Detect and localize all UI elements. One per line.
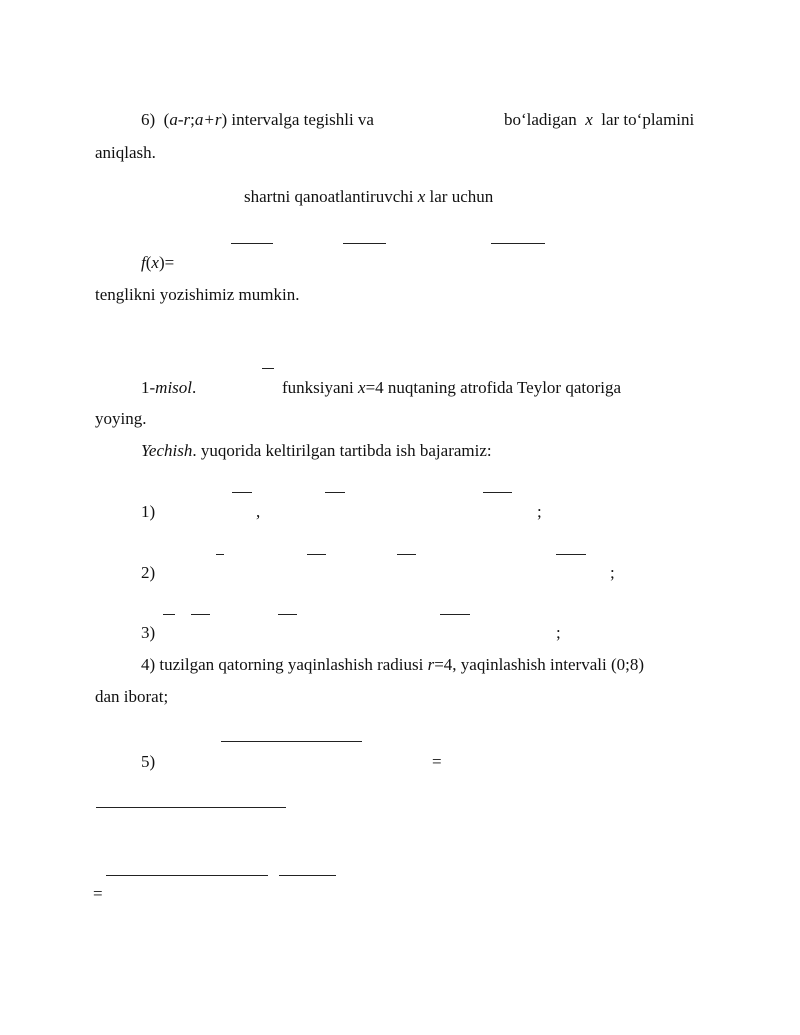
step-1-semicolon: ; bbox=[537, 502, 542, 521]
fraction-bar bbox=[232, 492, 252, 493]
paragraph-6-line-1-right: bo‘ladigan x lar to‘plamini bbox=[504, 110, 695, 129]
fraction-bar bbox=[278, 614, 297, 615]
fraction-bar bbox=[216, 554, 224, 555]
final-equals: = bbox=[93, 884, 103, 903]
step-5: 5) bbox=[141, 752, 156, 771]
fraction-bar bbox=[96, 807, 286, 808]
solution-line: Yechish. yuqorida keltirilgan tartibda ish bajaramiz: bbox=[141, 441, 492, 460]
fraction-bar bbox=[491, 243, 545, 244]
fraction-bar bbox=[556, 554, 586, 555]
fraction-bar bbox=[106, 875, 268, 876]
item-number: 6) bbox=[141, 110, 156, 129]
fraction-bar bbox=[231, 243, 273, 244]
interval-text: intervalga tegishli va bbox=[231, 110, 374, 129]
condition-line: shartni qanoatlantiruvchi x lar uchun bbox=[244, 187, 494, 206]
fraction-bar bbox=[307, 554, 326, 555]
fx-label: f(x)= bbox=[141, 253, 175, 272]
step-1: 1) bbox=[141, 502, 156, 521]
fraction-bar bbox=[325, 492, 345, 493]
step-2: 2) bbox=[141, 563, 156, 582]
fraction-bar bbox=[343, 243, 386, 244]
fraction-bar bbox=[440, 614, 470, 615]
fx-tail: tenglikni yozishimiz mumkin. bbox=[95, 285, 300, 304]
step-4: 4) tuzilgan qatorning yaqinlashish radiusi r=4, yaqinlashish intervali (0;8) bbox=[141, 655, 644, 674]
step-4-line-2: dan iborat; bbox=[95, 687, 169, 706]
fraction-bar bbox=[163, 614, 175, 615]
example-line-2: yoying. bbox=[95, 409, 147, 428]
step-1-comma: , bbox=[256, 502, 261, 521]
fraction-bar bbox=[191, 614, 210, 615]
fraction-bar bbox=[279, 875, 336, 876]
paragraph-6-line-2: aniqlash. bbox=[95, 143, 156, 162]
example-heading: 1-misol. bbox=[141, 378, 197, 397]
step-3-semicolon: ; bbox=[556, 623, 561, 642]
fraction-bar bbox=[397, 554, 416, 555]
fraction-bar bbox=[262, 368, 274, 369]
step-3: 3) bbox=[141, 623, 156, 642]
fraction-bar bbox=[221, 741, 362, 742]
paragraph-6-line-1: 6) (a-r;a+r) intervalga tegishli va bbox=[141, 110, 374, 129]
fraction-bar bbox=[483, 492, 512, 493]
step-5-equals: = bbox=[432, 752, 442, 771]
step-2-semicolon: ; bbox=[610, 563, 615, 582]
example-text: funksiyani x=4 nuqtaning atrofida Teylor qatoriga bbox=[282, 378, 622, 397]
